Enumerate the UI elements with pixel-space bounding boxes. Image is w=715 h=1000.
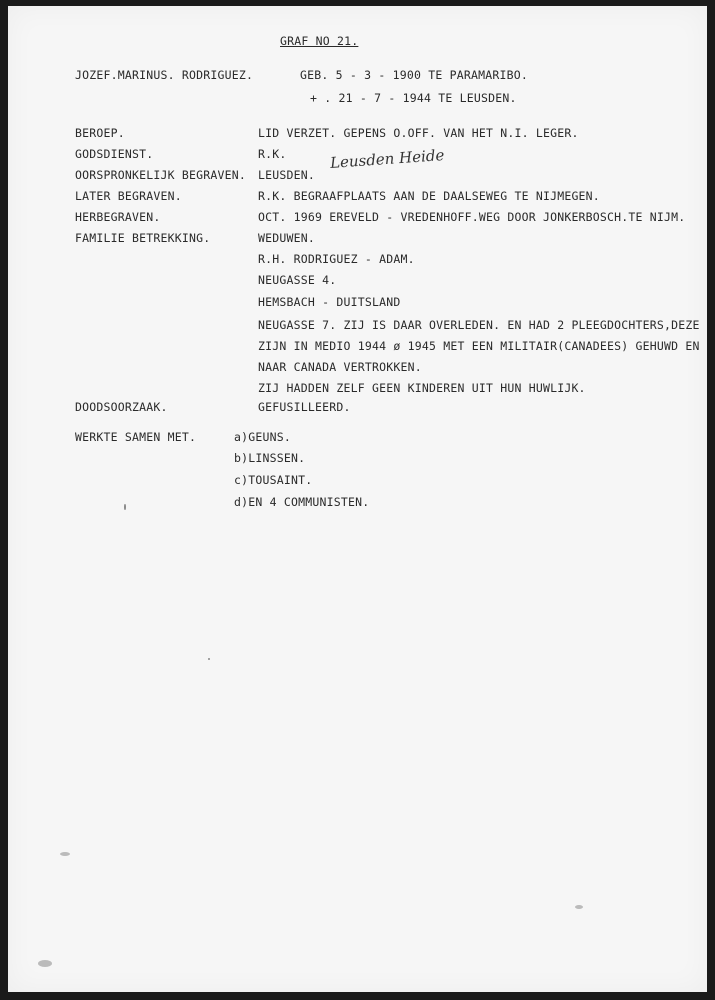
- family-line: NEUGASSE 7. ZIJ IS DAAR OVERLEDEN. EN HAD 2 PLEEGDOCHTERS,DEZE: [258, 318, 700, 332]
- family-line: HEMSBACH - DUITSLAND: [258, 295, 401, 309]
- field-value-herbegraven: OCT. 1969 EREVELD - VREDENHOFF.WEG DOOR JONKERBOSCH.TE NIJM.: [258, 210, 686, 224]
- field-value-later: R.K. BEGRAAFPLAATS AAN DE DAALSEWEG TE NIJMEGEN.: [258, 189, 600, 203]
- family-line: ZIJ HADDEN ZELF GEEN KINDEREN UIT HUN HUWLIJK.: [258, 381, 586, 395]
- field-value-beroep: LID VERZET. GEPENS O.OFF. VAN HET N.I. LEGER.: [258, 126, 579, 140]
- field-value-familie: WEDUWEN.: [258, 231, 315, 245]
- paper-smudge: [575, 905, 583, 909]
- field-label-later: LATER BEGRAVEN.: [75, 189, 182, 203]
- family-line: R.H. RODRIGUEZ - ADAM.: [258, 252, 415, 266]
- paper-speck: [208, 658, 210, 660]
- field-value-godsdienst: R.K.: [258, 147, 287, 161]
- family-line: ZIJN IN MEDIO 1944 ø 1945 MET EEN MILITAIR(CANADEES) GEHUWD EN: [258, 339, 700, 353]
- worked-with-item: a)GEUNS.: [234, 430, 291, 444]
- handwritten-note: Leusden Heide: [329, 146, 445, 172]
- cause-value: GEFUSILLEERD.: [258, 400, 351, 414]
- worked-with-item: d)EN 4 COMMUNISTEN.: [234, 495, 370, 509]
- field-label-godsdienst: GODSDIENST.: [75, 147, 154, 161]
- death-line: + . 21 - 7 - 1944 TE LEUSDEN.: [310, 91, 517, 105]
- person-name: JOZEF.MARINUS. RODRIGUEZ.: [75, 68, 254, 82]
- birth-line: GEB. 5 - 3 - 1900 TE PARAMARIBO.: [300, 68, 528, 82]
- field-label-familie: FAMILIE BETREKKING.: [75, 231, 211, 245]
- family-line: NAAR CANADA VERTROKKEN.: [258, 360, 422, 374]
- document-title: GRAF NO 21.: [280, 34, 359, 48]
- field-label-herbegraven: HERBEGRAVEN.: [75, 210, 161, 224]
- cause-label: DOODSOORZAAK.: [75, 400, 168, 414]
- paper-smudge: [38, 960, 52, 967]
- paper-speck: [124, 504, 126, 510]
- worked-with-item: c)TOUSAINT.: [234, 473, 313, 487]
- field-label-beroep: BEROEP.: [75, 126, 125, 140]
- worked-with-label: WERKTE SAMEN MET.: [75, 430, 197, 444]
- worked-with-item: b)LINSSEN.: [234, 451, 306, 465]
- paper-smudge: [60, 852, 70, 856]
- family-line: NEUGASSE 4.: [258, 273, 337, 287]
- field-label-oorspronkelijk: OORSPRONKELIJK BEGRAVEN.: [75, 168, 246, 182]
- field-value-oorspronkelijk: LEUSDEN.: [258, 168, 315, 182]
